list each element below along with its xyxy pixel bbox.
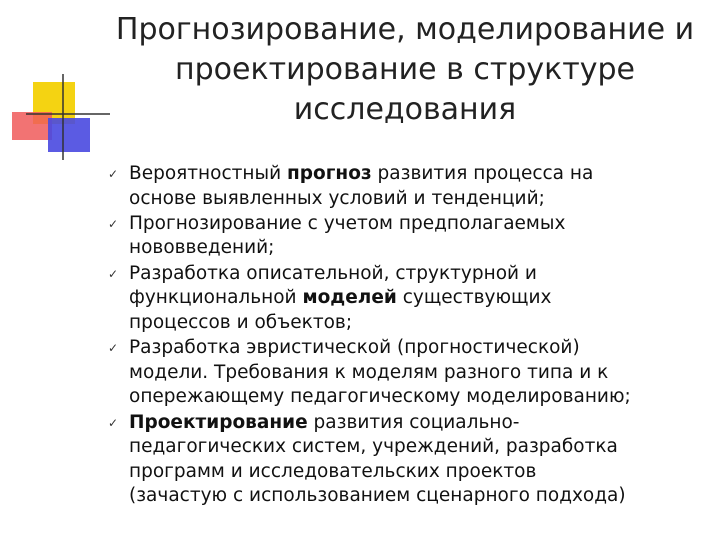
logo-red-square bbox=[12, 112, 52, 140]
bullet-line bbox=[129, 435, 708, 460]
bullet-text: нововведений; bbox=[129, 237, 275, 259]
bullet-line bbox=[129, 361, 708, 386]
bullet-line bbox=[129, 385, 708, 410]
bullet-item bbox=[108, 212, 708, 261]
bullet-text: опережающему педагогическому моделированию; bbox=[129, 386, 631, 408]
slide-title-line: исследования bbox=[293, 92, 517, 127]
bullet-item bbox=[108, 411, 708, 509]
bullet-list bbox=[108, 162, 708, 510]
bullet-text: функциональной bbox=[129, 287, 303, 309]
bullet-line bbox=[129, 212, 708, 237]
bullet-item bbox=[108, 262, 708, 336]
bullet-text: основе выявленных условий и тенденций; bbox=[129, 187, 545, 209]
bullet-line bbox=[129, 336, 708, 361]
bullet-line bbox=[129, 460, 708, 485]
bullet-item bbox=[108, 162, 708, 211]
bullet-keyword: Проектирование bbox=[129, 411, 308, 433]
bullet-text: существующих bbox=[396, 287, 552, 309]
bullet-text: модели. Требования к моделям разного типа и к bbox=[129, 361, 609, 383]
bullet-text: развития процесса на bbox=[371, 163, 594, 184]
bullet-text: программ и исследовательских проектов bbox=[129, 460, 537, 482]
checkmark-icon: ✓ bbox=[108, 216, 119, 231]
checkmark-icon: ✓ bbox=[108, 415, 119, 430]
bullet-line bbox=[129, 236, 708, 261]
bullet-text: развития социально- bbox=[307, 411, 520, 433]
bullet-line bbox=[129, 484, 708, 509]
slide-title-line: Прогнозирование, моделирование и bbox=[115, 12, 695, 47]
bullet-line bbox=[129, 286, 708, 311]
slide-title-line: проектирование в структуре bbox=[175, 52, 635, 87]
bullet-text: Разработка эвристической (прогностической) bbox=[129, 337, 580, 359]
slide-title bbox=[100, 10, 710, 130]
bullet-line bbox=[129, 262, 708, 287]
bullet-keyword: моделей bbox=[302, 287, 397, 309]
bullet-line bbox=[129, 411, 708, 436]
bullet-item bbox=[108, 336, 708, 410]
bullet-text: процессов и объектов; bbox=[129, 311, 353, 333]
bullet-keyword: прогноз bbox=[287, 163, 372, 184]
logo-blue-square bbox=[48, 118, 90, 152]
checkmark-icon: ✓ bbox=[108, 341, 119, 356]
checkmark-icon: ✓ bbox=[108, 167, 119, 181]
bullet-text: (зачастую с использованием сценарного подхода) bbox=[129, 485, 626, 507]
slide-decoration-logo bbox=[0, 0, 110, 170]
bullet-line bbox=[129, 311, 708, 336]
checkmark-icon: ✓ bbox=[108, 266, 119, 281]
bullet-text: Разработка описательной, структурной и bbox=[129, 262, 537, 284]
bullet-line bbox=[129, 162, 708, 187]
bullet-text: Прогнозирование с учетом предполагаемых bbox=[129, 212, 566, 234]
bullet-line bbox=[129, 187, 708, 212]
bullet-text: педагогических систем, учреждений, разработка bbox=[129, 436, 618, 458]
bullet-text: Вероятностный bbox=[129, 163, 288, 184]
